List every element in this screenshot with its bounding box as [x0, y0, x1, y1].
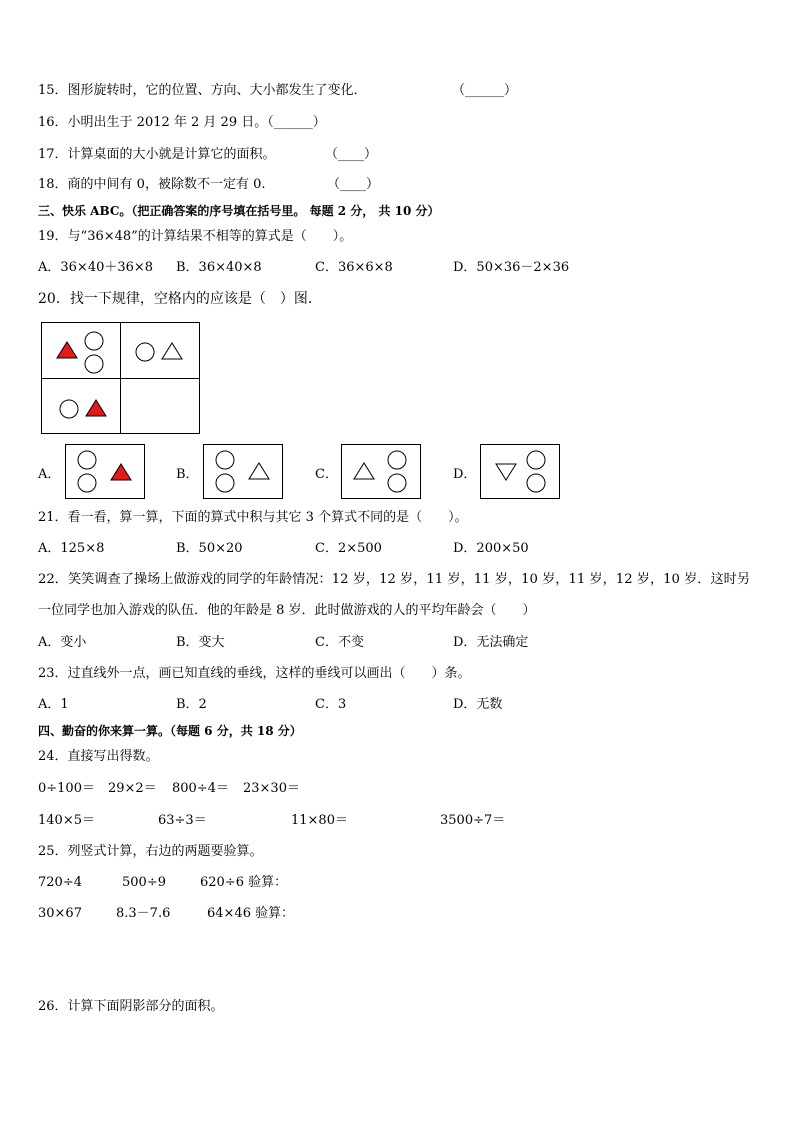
question-21-option-b[interactable]: B．50×20 — [176, 541, 243, 556]
question-23: 23．过直线外一点，画已知直线的垂线，这样的垂线可以画出（ ）条。 — [38, 666, 471, 681]
section-4-heading: 四、勤奋的你来算一算。（每题 6 分，共 18 分） — [38, 724, 302, 738]
vertical-calc-item: 620÷6 验算： — [200, 875, 288, 890]
question-20-option-c-label[interactable]: C． — [315, 467, 338, 482]
circle-icon — [388, 474, 406, 492]
question-23-option-c[interactable]: C．3 — [315, 697, 347, 712]
question-15-answer-blank[interactable]: （______） — [452, 83, 518, 98]
circle-icon — [136, 343, 154, 361]
calc-item: 63÷3＝ — [158, 813, 207, 828]
calc-item: 11×80＝ — [291, 813, 348, 828]
circle-icon — [60, 400, 78, 418]
vertical-calc-item: 720÷4 — [38, 875, 82, 890]
circle-icon — [78, 451, 96, 469]
question-22-line-2: 一位同学也加入游戏的队伍．他的年龄是 8 岁．此时做游戏的人的平均年龄会（ ） — [38, 603, 536, 618]
red-triangle-icon — [86, 400, 106, 416]
question-17-answer-blank[interactable]: （____） — [325, 147, 378, 162]
question-18-answer-blank[interactable]: （____） — [327, 177, 380, 192]
circle-icon — [527, 474, 545, 492]
question-20-option-a-shapes — [65, 444, 145, 499]
red-triangle-icon — [57, 342, 77, 358]
question-20-option-d-label[interactable]: D． — [453, 467, 477, 482]
question-20-option-b-label[interactable]: B． — [176, 467, 199, 482]
calc-item: 29×2＝ — [108, 781, 157, 796]
circle-icon — [388, 451, 406, 469]
question-23-option-a[interactable]: A．1 — [38, 697, 69, 712]
question-20: 20．找一下规律，空格内的应该是（ ）图. — [38, 291, 313, 307]
vertical-calc-item: 30×67 — [38, 906, 82, 921]
calc-item: 23×30＝ — [243, 781, 300, 796]
question-21: 21．看一看，算一算，下面的算式中积与其它 3 个算式不同的是（ ）。 — [38, 510, 468, 525]
vertical-calc-item: 500÷9 — [122, 875, 166, 890]
question-22-option-c[interactable]: C．不变 — [315, 635, 364, 650]
question-18: 18．商的中间有 0，被除数不一定有 0. — [38, 177, 266, 192]
question-21-option-a[interactable]: A．125×8 — [38, 541, 105, 556]
triangle-icon — [354, 463, 374, 479]
circle-icon — [216, 474, 234, 492]
pattern-grid-shapes — [41, 322, 201, 434]
circle-icon — [85, 355, 103, 373]
question-21-option-c[interactable]: C．2×500 — [315, 541, 382, 556]
question-17: 17．计算桌面的大小就是计算它的面积。 — [38, 147, 276, 162]
question-15-text: 15．图形旋转时，它的位置、方向、大小都发生了变化． — [38, 83, 367, 98]
question-26: 26．计算下面阴影部分的面积。 — [38, 999, 224, 1014]
question-20-option-c-shapes — [341, 444, 421, 499]
question-20-option-b-shapes — [203, 444, 283, 499]
question-24: 24．直接写出得数。 — [38, 749, 159, 764]
question-22-option-b[interactable]: B．变大 — [176, 635, 225, 650]
question-19-option-a[interactable]: A．36×40＋36×8 — [38, 260, 154, 275]
question-20-option-a-label[interactable]: A． — [38, 467, 61, 482]
question-19-option-b[interactable]: B．36×40×8 — [176, 260, 262, 275]
question-16: 16．小明出生于 2012 年 2 月 29 日。（______） — [38, 115, 326, 130]
question-25: 25．列竖式计算，右边的两题要验算。 — [38, 844, 263, 859]
question-20-option-d-shapes — [480, 444, 560, 499]
circle-icon — [216, 451, 234, 469]
question-15 — [38, 82, 367, 100]
vertical-calc-item: 8.3－7.6 — [116, 906, 171, 921]
question-23-option-b[interactable]: B．2 — [176, 697, 207, 712]
vertical-calc-item: 64×46 验算： — [207, 906, 295, 921]
calc-item: 0÷100＝ — [38, 781, 95, 796]
calc-item: 140×5＝ — [38, 813, 95, 828]
circle-icon — [78, 474, 96, 492]
circle-icon — [527, 451, 545, 469]
section-3-heading: 三、快乐 ABC。（把正确答案的序号填在括号里。 每题 2 分， 共 10 分） — [38, 204, 440, 218]
calc-item: 3500÷7＝ — [440, 813, 506, 828]
question-22-line-1: 22．笑笑调查了操场上做游戏的同学的年龄情况：12 岁，12 岁，11 岁，11 岁，10 岁，11 岁，12 岁，10 岁．这时另 — [38, 572, 751, 587]
calc-item: 800÷4＝ — [172, 781, 229, 796]
triangle-icon — [162, 343, 182, 359]
question-22-option-d[interactable]: D．无法确定 — [453, 635, 529, 650]
triangle-icon — [249, 463, 269, 479]
red-triangle-icon — [111, 464, 131, 480]
question-21-option-d[interactable]: D．200×50 — [453, 541, 529, 556]
question-19: 19．与“36×48”的计算结果不相等的算式是（ ）。 — [38, 229, 353, 244]
question-19-option-d[interactable]: D．50×36－2×36 — [453, 260, 570, 275]
question-19-option-c[interactable]: C．36×6×8 — [315, 260, 393, 275]
inverted-triangle-icon — [496, 464, 516, 480]
circle-icon — [85, 332, 103, 350]
question-22-option-a[interactable]: A．变小 — [38, 635, 87, 650]
question-23-option-d[interactable]: D．无数 — [453, 697, 503, 712]
